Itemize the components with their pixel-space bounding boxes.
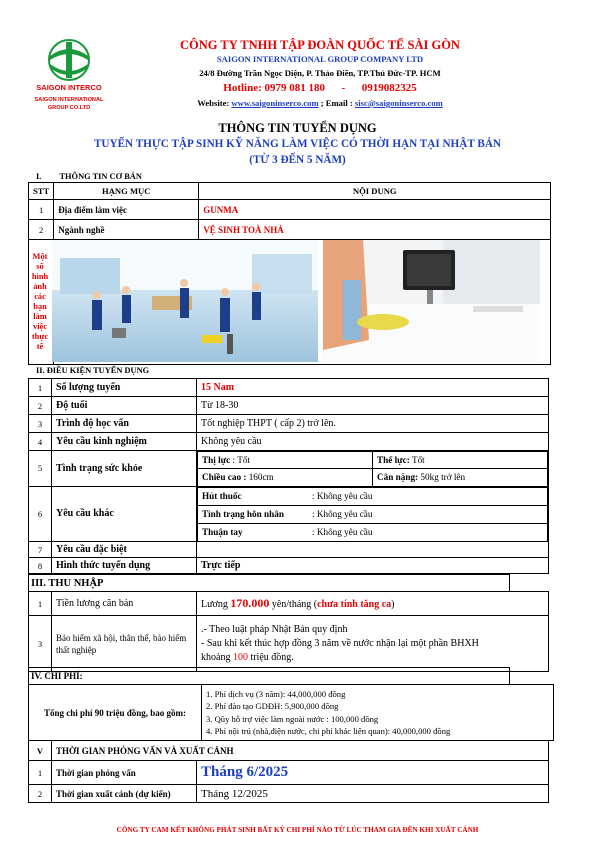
salary-value: Lương 170.000 yên/tháng (chưa tính tăng ca) — [197, 592, 549, 616]
section-1-num: I. — [36, 172, 42, 181]
row-stt: 1 — [29, 592, 52, 616]
row-category: Bảo hiểm xã hội, thân thể, bảo hiểm thất nghiệp — [52, 616, 197, 672]
list-item: 1. Phí dịch vụ (3 năm): 44,000,000 đồng — [206, 688, 346, 699]
email-link[interactable]: sisc@saigoninserco.com — [354, 98, 443, 108]
section-2-title: II. ĐIỀU KIỆN TUYỂN DỤNG — [36, 366, 150, 375]
section-4-title: IV. CHI PHÍ: — [28, 667, 510, 684]
table-header — [29, 183, 551, 200]
company-hotline — [110, 82, 530, 94]
table-row-salary — [29, 592, 549, 616]
photo-caption-cell — [29, 240, 54, 365]
company-logo — [33, 34, 105, 112]
salary-note: chưa tính tăng ca — [317, 599, 392, 610]
section-3-table — [28, 591, 549, 672]
section-1-label — [36, 172, 142, 181]
table-row-other — [29, 486, 549, 542]
section-5-table — [28, 740, 549, 803]
row-category: Trình độ học vấn — [52, 415, 197, 433]
section-3-title: III. THU NHẬP — [28, 574, 510, 591]
col-stt: STT — [29, 183, 54, 200]
row-category: Địa điểm làm việc — [54, 200, 199, 220]
section-5-num: V — [29, 741, 52, 761]
table-row — [29, 558, 549, 574]
departure-date: Tháng 12/2025 — [197, 785, 549, 803]
row-stt: 2 — [29, 785, 52, 803]
section-4-table — [28, 684, 554, 741]
row-category: Độ tuổi — [52, 397, 197, 415]
list-item: 4. Phí nội trú (nhà,điện nước, chi phí khác liên quan): 40,000,000 đồng — [206, 726, 451, 736]
table-row — [29, 397, 549, 415]
company-address: 24/8 Đường Trần Ngọc Diện, P. Thảo Điền, TP.Thủ Đức-TP. HCM — [199, 68, 441, 78]
health-subtable — [197, 451, 548, 486]
hotline-1: Hotline: 0979 081 180 — [223, 82, 326, 94]
row-category: Ngành nghề — [54, 220, 199, 240]
hotline-sep: - — [341, 82, 346, 94]
row-value — [197, 542, 549, 558]
cleaning-photo-lobby — [52, 240, 318, 362]
section-1-title: THÔNG TIN CƠ BẢN — [59, 172, 142, 181]
row-stt: 1 — [29, 379, 52, 397]
interview-date: Tháng 6/2025 — [197, 761, 549, 785]
row-value: 15 Nam — [197, 379, 549, 397]
row-value: GUNMA — [199, 200, 551, 220]
logo-text: SAIGON INTERCO — [36, 83, 102, 92]
header — [0, 0, 595, 118]
photo-caption: Một số hình ảnh các bạn làm việc thực tế — [31, 252, 49, 351]
footer-commitment: CÔNG TY CAM KẾT KHÔNG PHÁT SINH BẤT KỲ CHI PHÍ NÀO TỪ LÚC THAM GIA ĐẾN KHI XUẤT CẢNH — [116, 826, 479, 834]
weight: Cân nặng: 50kg trở lên — [373, 469, 548, 486]
costs-category: Tổng chi phí 90 triệu đồng, bao gồm: — [29, 685, 202, 741]
col-category: HẠNG MỤC — [54, 183, 199, 200]
table-row-costs — [29, 685, 554, 741]
row-stt: 3 — [29, 616, 52, 672]
row-stt: 3 — [29, 415, 52, 433]
row-value: Trực tiếp — [197, 558, 549, 574]
table-row — [29, 200, 551, 220]
section-5-header — [29, 741, 549, 761]
height: Chiều cao : 160cm — [198, 469, 373, 486]
row-stt: 1 — [29, 200, 54, 220]
row-stt: 5 — [29, 451, 52, 487]
vision: Thị lực : Tốt — [198, 452, 373, 469]
row-category: Tình trạng sức khỏe — [52, 451, 197, 487]
row-stt: 1 — [29, 761, 52, 785]
company-contact — [110, 98, 530, 108]
row-category: Yêu cầu đặc biệt — [52, 542, 197, 558]
row-category: Thời gian phỏng vấn — [52, 761, 197, 785]
logo-sub2: GROUP CO.LTD — [47, 105, 91, 111]
physical: Thể lực: Tốt — [373, 452, 548, 469]
row-stt: 2 — [29, 397, 52, 415]
insurance-value: .- Theo luật pháp Nhật Bản quy định - Sau khi kết thúc hợp đồng 3 năm về nước nhận lại một phần BHXH khoảng 100 triệu đồng. — [197, 616, 549, 672]
email-label: ; Email : — [320, 98, 353, 108]
table-row — [29, 379, 549, 397]
col-content: NỘI DUNG — [199, 183, 551, 200]
logo-sub1: SAIGON INTERNATIONAL — [34, 97, 104, 103]
company-name-en: SAIGON INTERNATIONAL GROUP COMPANY LTD — [216, 54, 424, 64]
smoking: Hút thuốc : Không yêu cầu — [198, 487, 548, 505]
cleaning-photo-office — [323, 240, 540, 362]
row-category: Thời gian xuất cảnh (dự kiến) — [52, 785, 197, 803]
table-row-health — [29, 451, 549, 487]
row-category: Số lượng tuyển — [52, 379, 197, 397]
table-row — [29, 785, 549, 803]
website-label: Website: — [197, 98, 230, 108]
section-2-table — [28, 378, 549, 574]
marital: Tình trạng hôn nhân : Không yêu cầu — [198, 505, 548, 523]
costs-list — [202, 685, 554, 741]
page-subtitle-2: (TỪ 3 ĐẾN 5 NĂM) — [249, 154, 346, 166]
other-subtable — [197, 487, 548, 542]
table-row — [29, 433, 549, 451]
list-item: 2. Phí đào tạo GDĐH: 5,900,000 đồng — [206, 701, 339, 711]
table-row — [29, 220, 551, 240]
section-5-title: THỜI GIAN PHỎNG VẤN VÀ XUẤT CẢNH — [52, 741, 549, 761]
row-value: Không yêu cầu — [197, 433, 549, 451]
company-name: CÔNG TY TNHH TẬP ĐOÀN QUỐC TẾ SÀI GÒN — [180, 38, 460, 52]
row-value: VỆ SINH TOÀ NHÀ — [199, 220, 551, 240]
table-row-insurance — [29, 616, 549, 672]
row-category: Tiền lương căn bản — [52, 592, 197, 616]
row-stt: 6 — [29, 486, 52, 542]
table-row — [29, 415, 549, 433]
page-subtitle-1: TUYỂN THỰC TẬP SINH KỸ NĂNG LÀM VIỆC CÓ THỜI HẠN TẠI NHẬT BẢN — [93, 138, 502, 150]
health-cell — [197, 451, 549, 487]
handedness: Thuận tay : Không yêu cầu — [198, 523, 548, 541]
hotline-2: 0919082325 — [361, 82, 417, 94]
other-cell — [197, 486, 549, 542]
row-stt: 4 — [29, 433, 52, 451]
row-stt: 7 — [29, 542, 52, 558]
row-stt: 2 — [29, 220, 54, 240]
table-row — [29, 761, 549, 785]
row-stt: 8 — [29, 558, 52, 574]
list-item: 3. Qũy hỗ trợ việc làm ngoài nước : 100,000 đồng — [206, 713, 379, 724]
row-category: Hình thức tuyển dụng — [52, 558, 197, 574]
row-value: Từ 18-30 — [197, 397, 549, 415]
salary-amount: 170.000 — [230, 596, 270, 610]
row-value: Tốt nghiệp THPT ( cấp 2) trở lên. — [197, 415, 549, 433]
row-category: Yêu cầu khác — [52, 486, 197, 542]
table-row — [29, 542, 549, 558]
page-title: THÔNG TIN TUYỂN DỤNG — [218, 121, 377, 135]
website-link[interactable]: www.saigoninserco.com — [231, 98, 319, 108]
row-category: Yêu cầu kinh nghiệm — [52, 433, 197, 451]
